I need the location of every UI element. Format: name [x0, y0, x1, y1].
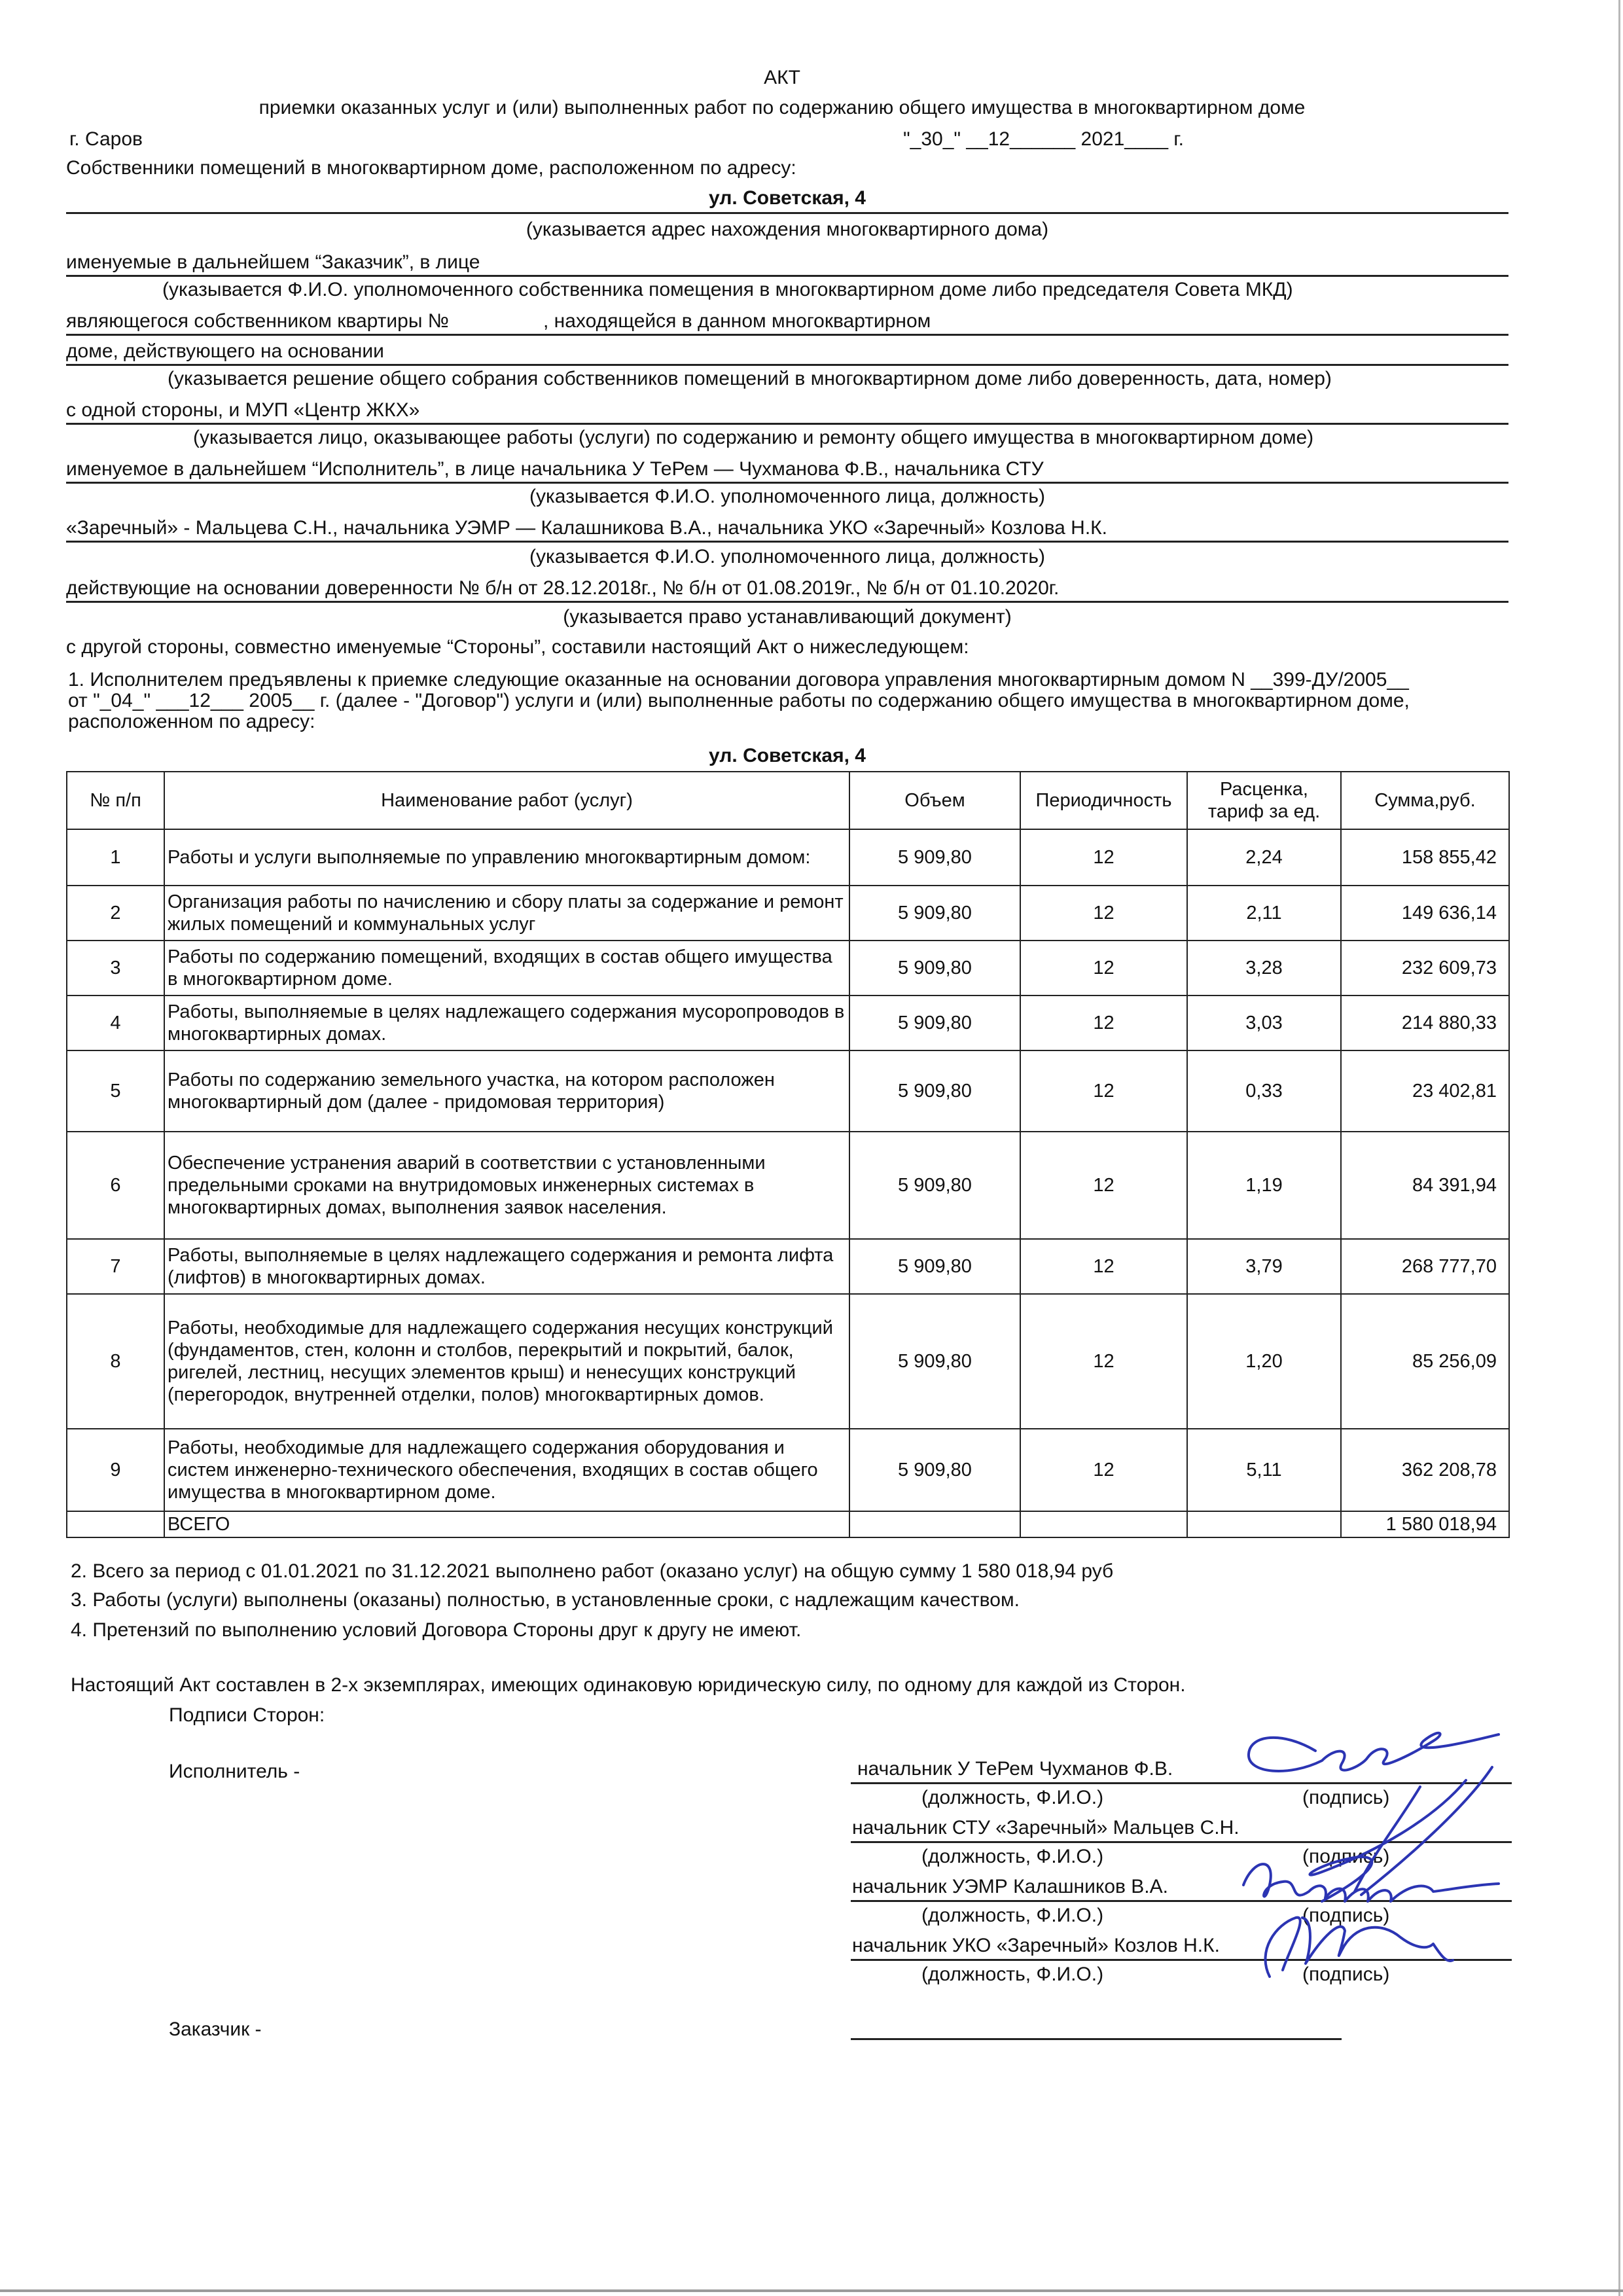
table-row [67, 941, 1509, 996]
customer-named: именуемые в дальнейшем “Заказчик”, в лице [66, 251, 480, 273]
volume-cell: 5 909,80 [849, 1294, 1020, 1429]
signature-kozlov [1230, 1898, 1505, 1983]
table-row [67, 1239, 1509, 1294]
work-name: Работы и услуги выполняемые по управлению многоквартирным домом: [164, 829, 849, 886]
total-sum: 1 580 018,94 [1341, 1511, 1509, 1537]
column-header-number: № п/п [67, 772, 164, 829]
clause-1-line-3: расположенном по адресу: [68, 711, 315, 732]
power-of-attorney: действующие на основании доверенности № б/н от 28.12.2018г., № б/н от 01.08.2019г., № б/н от 01.10.2020г. [66, 577, 1060, 599]
address-hint: (указывается адрес нахождения многоквартирного дома) [526, 219, 1049, 240]
other-side: с другой стороны, совместно именуемые “Стороны”, составили настоящий Акт о нижеследующем: [66, 636, 969, 658]
divider [66, 334, 1508, 336]
customer-label: Заказчик - [169, 2018, 262, 2040]
rate-header-line-2: тариф за ед. [1207, 801, 1321, 822]
divider [66, 482, 1508, 484]
document-subtitle: приемки оказанных услуг и (или) выполненных работ по содержанию общего имущества в многоквартирном доме [259, 97, 1306, 118]
sum-cell: 214 880,33 [1341, 996, 1509, 1050]
contractor-label: Исполнитель - [169, 1761, 300, 1782]
contractor-hint: (указывается лицо, оказывающее работы (услуги) по содержанию и ремонту общего имущества в многоквартирном доме) [193, 427, 1314, 448]
period-cell: 12 [1020, 1294, 1187, 1429]
position-hint: (должность, Ф.И.О.) [921, 1787, 1104, 1808]
sum-cell: 84 391,94 [1341, 1132, 1509, 1239]
column-header-name: Наименование работ (услуг) [164, 772, 849, 829]
sum-cell: 268 777,70 [1341, 1239, 1509, 1294]
divider [66, 423, 1508, 425]
document-title: АКТ [764, 67, 800, 88]
work-name: Работы по содержанию земельного участка, на котором расположен многоквартирный дом (далее - придомовая территория) [164, 1050, 849, 1132]
signer-4-name: начальник УКО «Заречный» Козлов Н.К. [852, 1935, 1220, 1956]
clause-4: 4. Претензий по выполнению условий Договора Стороны друг к другу не имеют. [71, 1619, 802, 1641]
sum-cell: 232 609,73 [1341, 941, 1509, 996]
sum-cell: 362 208,78 [1341, 1429, 1509, 1511]
row-number: 1 [67, 829, 164, 886]
contractor-person-hint-2: (указывается Ф.И.О. уполномоченного лица, должность) [529, 546, 1046, 567]
row-number: 6 [67, 1132, 164, 1239]
rate-cell: 0,33 [1187, 1050, 1341, 1132]
position-hint: (должность, Ф.И.О.) [921, 1846, 1104, 1867]
work-name: Организация работы по начислению и сбору платы за содержание и ремонт жилых помещений и коммунальных услуг [164, 886, 849, 941]
column-header-sum: Сумма,руб. [1341, 772, 1509, 829]
divider [66, 364, 1508, 366]
row-number: 7 [67, 1239, 164, 1294]
divider [66, 541, 1508, 543]
signer-3-name: начальник УЭМР Калашников В.А. [852, 1876, 1168, 1897]
customer-person-hint: (указывается Ф.И.О. уполномоченного собственника помещения в многоквартирном доме либо председателя Совета МКД) [162, 279, 1293, 300]
table-row [67, 1132, 1509, 1239]
table-header-row [67, 772, 1509, 829]
total-empty [67, 1511, 164, 1537]
rate-cell: 3,03 [1187, 996, 1341, 1050]
signatures-heading: Подписи Сторон: [169, 1704, 325, 1726]
customer-signature-line [851, 2038, 1342, 2040]
signer-2-name: начальник СТУ «Заречный» Мальцев С.Н. [852, 1817, 1240, 1839]
power-of-attorney-hint: (указывается право устанавливающий документ) [563, 606, 1012, 628]
sum-cell: 149 636,14 [1341, 886, 1509, 941]
period-cell: 12 [1020, 886, 1187, 941]
sum-cell: 158 855,42 [1341, 829, 1509, 886]
signer-1-name: начальник У ТеРем Чухманов Ф.В. [857, 1758, 1173, 1780]
signature-hint: (подпись) [1302, 1905, 1390, 1926]
scan-edge [0, 2289, 1623, 2292]
sum-cell: 23 402,81 [1341, 1050, 1509, 1132]
column-header-volume: Объем [849, 772, 1020, 829]
period-cell: 12 [1020, 1050, 1187, 1132]
work-name: Работы, выполняемые в целях надлежащего содержания мусоропроводов в многоквартирных домах. [164, 996, 849, 1050]
volume-cell: 5 909,80 [849, 829, 1020, 886]
signature-hint: (подпись) [1302, 1787, 1390, 1808]
acting-basis: доме, действующего на основании [66, 340, 384, 362]
clause-2: 2. Всего за период с 01.01.2021 по 31.12.2021 выполнено работ (оказано услуг) на общую сумму 1 580 018,94 руб [71, 1560, 1114, 1582]
period-cell: 12 [1020, 829, 1187, 886]
rate-cell: 3,28 [1187, 941, 1341, 996]
work-name: Работы, необходимые для надлежащего содержания оборудования и систем инженерно-технического обеспечения, входящих в состав общего имущества в многоквартирном доме. [164, 1429, 849, 1511]
period-cell: 12 [1020, 1239, 1187, 1294]
copies-note: Настоящий Акт составлен в 2-х экземплярах, имеющих одинаковую юридическую силу, по одному для каждой из Сторон. [71, 1674, 1186, 1696]
table-row [67, 1429, 1509, 1511]
work-name: Работы, необходимые для надлежащего содержания несущих конструкций (фундаментов, стен, колонн и столбов, перекрытий и покрытий, балок, ригелей, лестниц, несущих элементов крыш) и ненесущих конструкций (перегородок, внутренней отделки, полов) многоквартирных домов. [164, 1294, 849, 1429]
clause-1-line-2: от "_04_" ___12___ 2005__ г. (далее - "Договор") услуги и (или) выполненные работы по содержанию общего имущества в многоквартирном доме, [68, 690, 1410, 711]
owners-intro: Собственники помещений в многоквартирном доме, расположенном по адресу: [66, 157, 796, 179]
owner-apartment-tail: , находящейся в данном многоквартирном [543, 310, 931, 332]
contractor-person-hint: (указывается Ф.И.О. уполномоченного лица, должность) [529, 486, 1046, 507]
total-label: ВСЕГО [164, 1511, 849, 1537]
rate-cell: 3,79 [1187, 1239, 1341, 1294]
scan-edge [1618, 0, 1620, 2296]
contractor-persons: «Заречный» - Мальцева С.Н., начальника УЭМР — Калашникова В.А., начальника УКО «Заречный» Козлова Н.К. [66, 517, 1107, 539]
table-row [67, 886, 1509, 941]
table-row [67, 1294, 1509, 1429]
rate-cell: 2,11 [1187, 886, 1341, 941]
volume-cell: 5 909,80 [849, 886, 1020, 941]
row-number: 2 [67, 886, 164, 941]
table-address: ул. Советская, 4 [709, 745, 866, 766]
row-number: 3 [67, 941, 164, 996]
table-row [67, 996, 1509, 1050]
position-hint: (должность, Ф.И.О.) [921, 1964, 1104, 1985]
rate-cell: 1,20 [1187, 1294, 1341, 1429]
row-number: 5 [67, 1050, 164, 1132]
document-date: "_30_" __12______ 2021____ г. [903, 128, 1184, 150]
divider [66, 275, 1508, 277]
clause-1-line-1: 1. Исполнителем предъявлены к приемке следующие оказанные на основании договора управления многоквартирным домом N __399-ДУ/2005__ [68, 669, 1409, 691]
volume-cell: 5 909,80 [849, 996, 1020, 1050]
period-cell: 12 [1020, 996, 1187, 1050]
rate-cell: 5,11 [1187, 1429, 1341, 1511]
work-name: Работы по содержанию помещений, входящих в состав общего имущества в многоквартирном доме. [164, 941, 849, 996]
row-number: 4 [67, 996, 164, 1050]
sum-cell: 85 256,09 [1341, 1294, 1509, 1429]
divider [66, 212, 1508, 214]
acting-basis-hint: (указывается решение общего собрания собственников помещений в многоквартирном доме либо доверенность, дата, номер) [168, 368, 1332, 389]
works-table [66, 771, 1510, 1538]
rate-cell: 1,19 [1187, 1132, 1341, 1239]
owner-apartment: являющегося собственником квартиры № [66, 310, 449, 332]
volume-cell: 5 909,80 [849, 1239, 1020, 1294]
address: ул. Советская, 4 [709, 187, 866, 209]
period-cell: 12 [1020, 1429, 1187, 1511]
city: г. Саров [69, 128, 143, 150]
work-name: Работы, выполняемые в целях надлежащего содержания и ремонта лифта (лифтов) в многоквартирных домах. [164, 1239, 849, 1294]
rate-cell: 2,24 [1187, 829, 1341, 886]
volume-cell: 5 909,80 [849, 1050, 1020, 1132]
total-empty [849, 1511, 1020, 1537]
work-name: Обеспечение устранения аварий в соответствии с установленными предельными сроками на внутридомовых инженерных системах в многоквартирных домах, выполнения заявок населения. [164, 1132, 849, 1239]
volume-cell: 5 909,80 [849, 1132, 1020, 1239]
total-empty [1020, 1511, 1187, 1537]
table-row [67, 1050, 1509, 1132]
rate-header-line-1: Расценка, [1220, 779, 1308, 800]
row-number: 8 [67, 1294, 164, 1429]
table-total-row [67, 1511, 1509, 1537]
signature-hint: (подпись) [1302, 1846, 1390, 1867]
volume-cell: 5 909,80 [849, 941, 1020, 996]
table-row [67, 829, 1509, 886]
clause-3: 3. Работы (услуги) выполнены (оказаны) полностью, в установленные сроки, с надлежащим качеством. [71, 1589, 1020, 1611]
volume-cell: 5 909,80 [849, 1429, 1020, 1511]
period-cell: 12 [1020, 941, 1187, 996]
period-cell: 12 [1020, 1132, 1187, 1239]
column-header-rate [1187, 772, 1341, 829]
signature-hint: (подпись) [1302, 1964, 1390, 1985]
contractor-named: именуемое в дальнейшем “Исполнитель”, в лице начальника У ТеРем — Чухманова Ф.В., начальника СТУ [66, 458, 1044, 480]
row-number: 9 [67, 1429, 164, 1511]
one-side: с одной стороны, и МУП «Центр ЖКХ» [66, 399, 420, 421]
total-empty [1187, 1511, 1341, 1537]
column-header-period: Периодичность [1020, 772, 1187, 829]
divider [66, 601, 1508, 603]
position-hint: (должность, Ф.И.О.) [921, 1905, 1104, 1926]
